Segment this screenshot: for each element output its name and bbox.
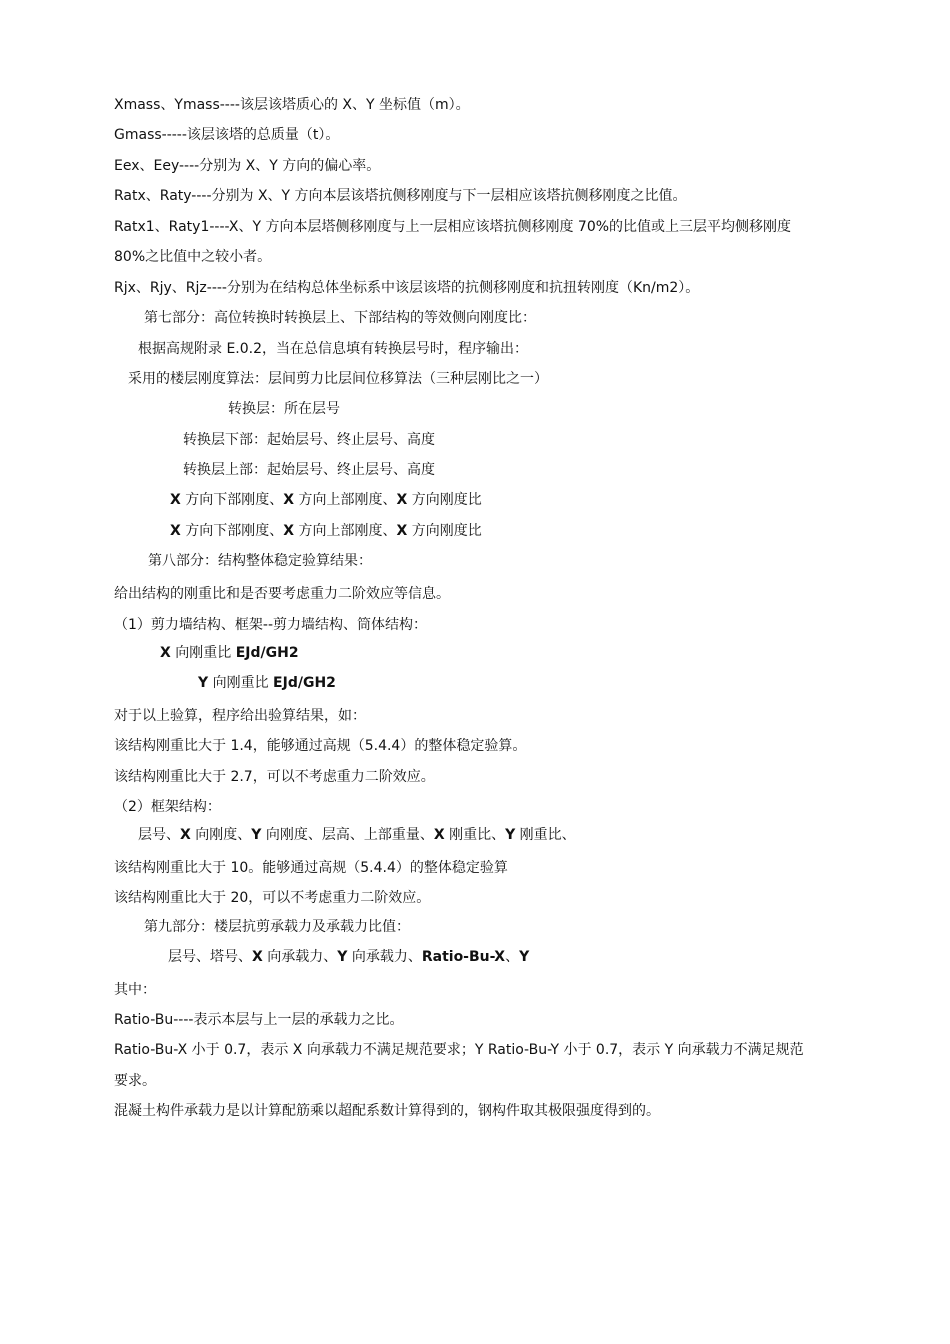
text-segment: 方向下部刚度、 [180,523,284,539]
paragraph-line [114,1010,403,1030]
text-segment: 该结构刚重比大于 1.4，能够通过高规（5.4.4）的整体稳定验算。 [114,738,527,754]
text-segment: 第八部分：结构整体稳定验算结果： [148,553,372,569]
section-heading [148,551,372,571]
bold-text-segment: X [170,523,181,539]
text-segment: 转换层上部：起始层号、终止层号、高度 [183,462,435,478]
paragraph-line [114,125,339,145]
text-segment: 刚重比、 [515,827,576,843]
text-segment: 向刚重比 [170,645,236,661]
text-segment: 向承载力、 [262,949,338,965]
text-segment: 方向下部刚度、 [180,492,284,508]
text-segment: 给出结构的刚重比和是否要考虑重力二阶效应等信息。 [114,586,450,602]
text-segment: 根据高规附录 E.0.2，当在总信息填有转换层号时，程序输出： [138,341,529,357]
output-field-line [228,399,340,419]
paragraph-line [114,95,470,115]
text-segment: （1）剪力墙结构、框架--剪力墙结构、筒体结构： [114,617,428,633]
text-segment: 方向刚度比 [407,492,482,508]
bold-text-segment: EJd/GH2 [235,645,299,661]
text-segment: 方向刚度比 [407,523,482,539]
text-segment: Ratio-Bu-X 小于 0.7，表示 X 向承载力不满足规范要求；Y Ratio-Bu-Y 小于 0.7，表示 Y 向承载力不满足规范 [114,1042,804,1058]
paragraph-line [114,1101,660,1121]
text-segment: 混凝土构件承载力是以计算配筋乘以超配系数计算得到的，钢构件取其极限强度得到的。 [114,1103,660,1119]
text-segment: 对于以上验算，程序给出验算结果，如： [114,708,366,724]
section-heading [144,308,536,328]
text-segment: 第九部分：楼层抗剪承载力及承载力比值： [144,919,410,935]
text-segment: 向承载力、 [347,949,422,965]
text-segment: 向刚度、 [190,827,252,843]
paragraph-line [128,369,548,389]
paragraph-line [114,186,687,206]
text-segment: 方向上部刚度、 [294,523,397,539]
paragraph-line [114,156,380,176]
bold-text-segment: Ratio-Bu-X [421,949,506,965]
output-field-line [183,430,435,450]
bold-text-segment: X [283,492,295,508]
text-segment: Eex、Eey----分别为 X、Y 方向的偏心率。 [114,158,381,174]
text-segment: Rjx、Rjy、Rjz----分别为在结构总体坐标系中该层该塔的抗侧移刚度和抗扭转刚度（Kn/m2）。 [114,280,700,296]
paragraph-line [138,339,528,359]
paragraph-line [114,1040,804,1060]
bold-text-segment: Y [337,949,348,965]
bold-text-segment: Y [198,675,209,691]
output-field-line [168,947,529,967]
subsection-heading [114,797,221,817]
paragraph-line [114,706,366,726]
bold-text-segment: X [433,827,445,843]
text-segment: 方向上部刚度、 [294,492,397,508]
text-segment: 、 [505,949,520,965]
text-segment: 向刚度、层高、上部重量、 [261,827,434,843]
text-segment: 第七部分：高位转换时转换层上、下部结构的等效侧向刚度比： [144,310,536,326]
bold-text-segment: Y [519,949,530,965]
paragraph-line [114,278,699,298]
bold-text-segment: X [252,949,263,965]
text-segment: 向刚重比 [208,675,274,691]
paragraph-line [114,767,435,787]
paragraph-line [114,247,271,267]
text-segment: Xmass、Ymass----该层该塔质心的 X、Y 坐标值（m）。 [114,97,470,113]
bold-text-segment: X [180,827,191,843]
text-segment: （2）框架结构： [114,799,221,815]
text-segment: 转换层下部：起始层号、终止层号、高度 [183,432,435,448]
text-segment: 该结构刚重比大于 10。能够通过高规（5.4.4）的整体稳定验算 [114,860,508,876]
output-field-line [198,673,336,693]
text-segment: 转换层：所在层号 [228,401,340,417]
text-segment: 其中： [114,982,156,998]
bold-text-segment: X [283,523,295,539]
bold-text-segment: X [170,492,181,508]
text-segment: Ratio-Bu----表示本层与上一层的承载力之比。 [114,1012,404,1028]
text-segment: 层号、塔号、 [168,949,252,965]
text-segment: 该结构刚重比大于 20，可以不考虑重力二阶效应。 [114,890,431,906]
output-field-line [170,490,482,510]
output-field-line [170,521,482,541]
paragraph-line [114,736,526,756]
bold-text-segment: EJd/GH2 [273,675,336,691]
paragraph-line [114,980,156,1000]
paragraph-line [114,217,791,237]
output-field-line [138,825,576,845]
paragraph-line [114,584,450,604]
text-segment: 刚重比、 [444,827,506,843]
output-field-line [183,460,435,480]
bold-text-segment: Y [251,827,262,843]
paragraph-line [114,888,430,908]
text-segment: Ratx、Raty----分别为 X、Y 方向本层该塔抗侧移刚度与下一层相应该塔抗侧移刚度之比值。 [114,188,687,204]
text-segment: 80%之比值中之较小者。 [114,249,272,265]
bold-text-segment: X [160,645,171,661]
text-segment: 层号、 [138,827,180,843]
paragraph-line [114,1071,156,1091]
bold-text-segment: Y [505,827,516,843]
text-segment: Ratx1、Raty1----X、Y 方向本层塔侧移刚度与上一层相应该塔抗侧移刚度 70%的比值或上三层平均侧移刚度 [114,219,792,235]
output-field-line [160,643,299,663]
subsection-heading [114,615,427,635]
text-segment: Gmass-----该层该塔的总质量（t）。 [114,127,340,143]
text-segment: 采用的楼层刚度算法：层间剪力比层间位移算法（三种层刚比之一） [128,371,548,387]
paragraph-line [114,858,508,878]
text-segment: 该结构刚重比大于 2.7，可以不考虑重力二阶效应。 [114,769,435,785]
bold-text-segment: X [396,492,408,508]
text-segment: 要求。 [114,1073,156,1089]
bold-text-segment: X [396,523,408,539]
section-heading [144,917,410,937]
